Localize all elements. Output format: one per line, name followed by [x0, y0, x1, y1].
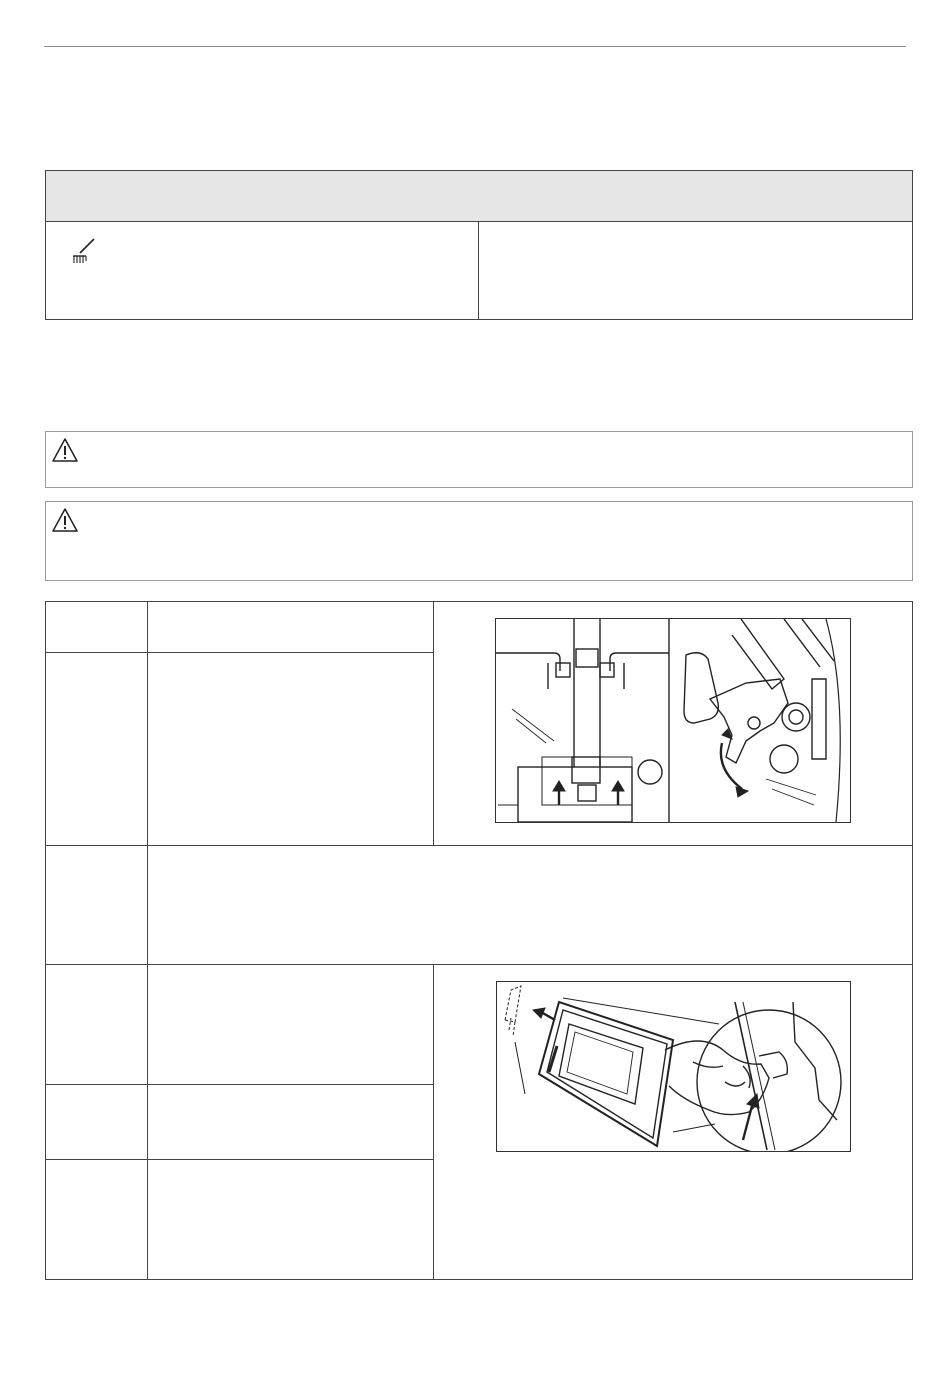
step-text-column-divider	[433, 602, 434, 845]
table-row-divider	[46, 1084, 434, 1085]
table-row-divider	[46, 964, 912, 965]
step-text-column-divider	[433, 964, 434, 1279]
table-row-divider	[46, 652, 434, 653]
step-number-column-divider	[147, 602, 148, 1279]
table-row-divider	[46, 1159, 434, 1160]
table-header	[45, 170, 913, 222]
brush-icon	[70, 236, 98, 266]
door-glass-removal-illustration	[496, 981, 851, 1152]
warning-triangle-icon	[51, 437, 79, 463]
warning-triangle-icon	[51, 507, 79, 533]
warning-box	[45, 431, 913, 488]
table-column-divider	[478, 222, 479, 319]
table-row-divider	[46, 845, 912, 846]
warning-box	[45, 501, 913, 581]
header-rule	[44, 46, 906, 47]
door-hinge-illustration	[495, 618, 851, 823]
table-row	[45, 221, 913, 320]
